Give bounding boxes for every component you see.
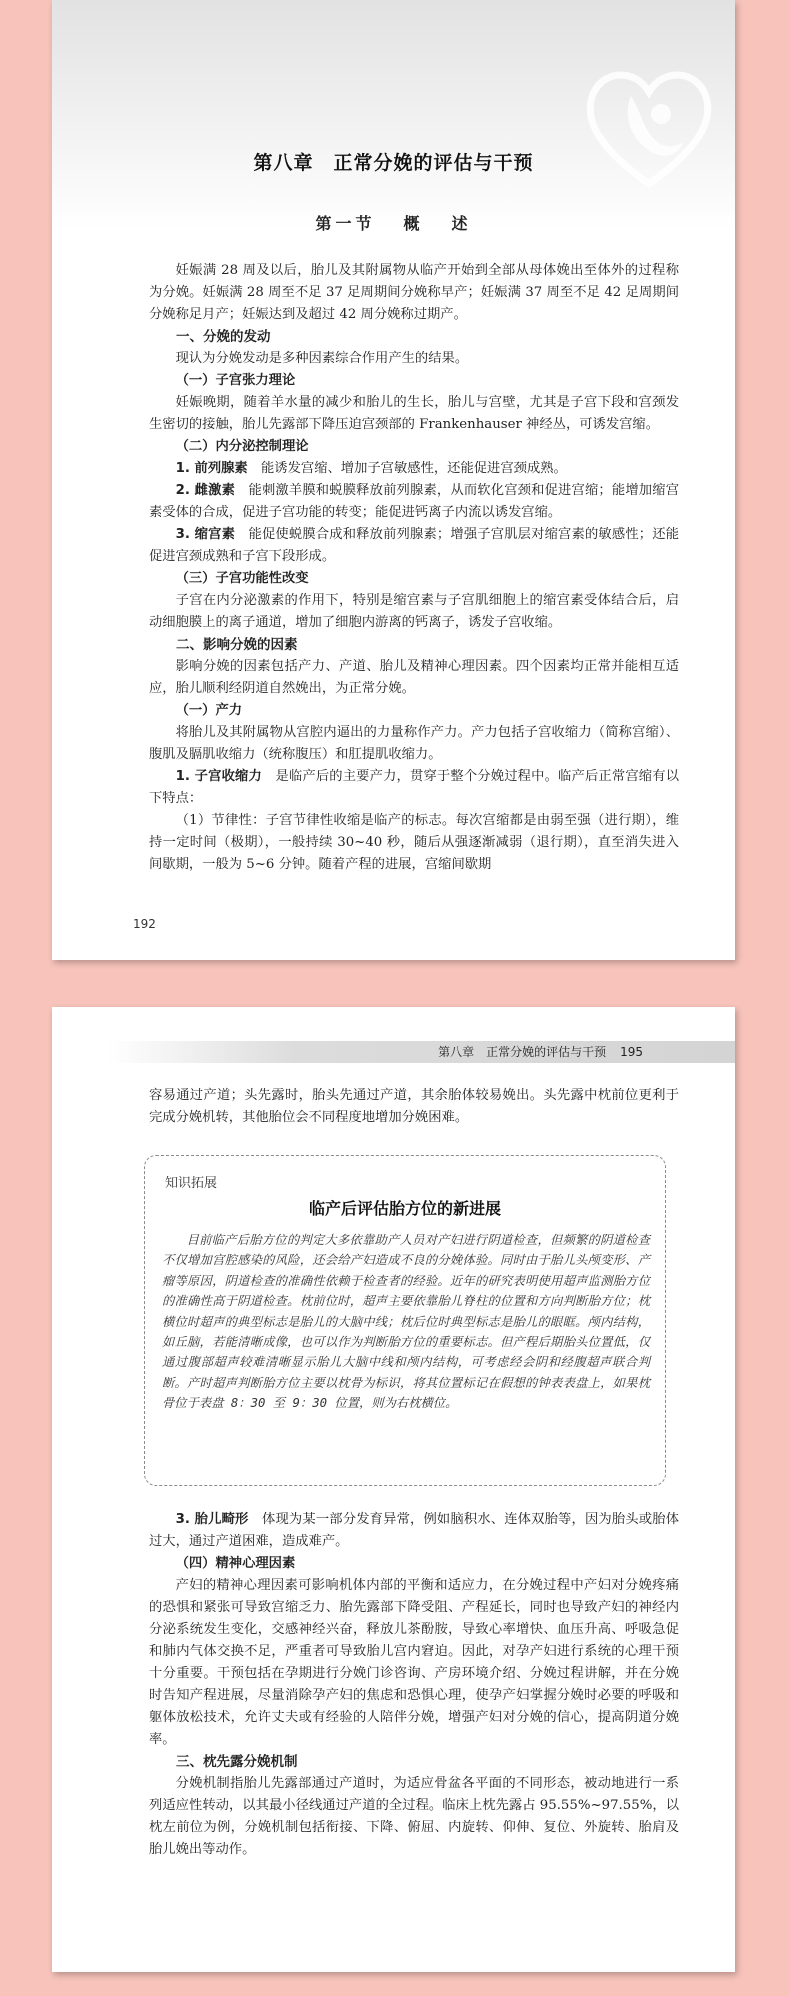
running-header-chapter: 第八章 正常分娩的评估与干预 [438,1045,607,1059]
chapter-title: 第八章 正常分娩的评估与干预 [253,152,534,174]
oxytocin-paragraph [149,524,679,568]
heading-function-text: （三）子宫功能性改变 [175,571,309,586]
term-uterine-contraction: 1. 子宫收缩力 [175,769,262,784]
tension-paragraph: 妊娠晚期，随着羊水量的减少和胎儿的生长，胎儿与宫壁，尤其是子宫下段和宫颈发生密切的接触，胎儿先露部下降压迫宫颈部的 Frankenhauser 神经丛，可诱发宫缩。 [149,395,679,432]
psych-paragraph: 产妇的精神心理因素可影响机体内部的平衡和适应力，在分娩过程中产妇对分娩疼痛的恐惧和紧张可导致宫缩乏力、胎先露部下降受阻、产程延长，同时也导致产妇的神经内分泌系统发生变化，交感神经兴奋，释放儿茶酚胺，导致心率增快、血压升高、呼吸急促和肺内气体交换不足，严重者可导致胎儿宫内窘迫。因此，对孕产妇进行系统的心理干预十分重要。干预包括在孕期进行分娩门诊咨询、产房环境介绍、分娩过程讲解，并在分娩时告知产程进展，尽量消除孕产妇的焦虑和恐惧心理，使孕产妇掌握分娩时必要的呼吸和躯体放松技术，允许丈夫或有经验的人陪伴分娩，增强产妇对分娩的信心，提高阴道分娩率。 [149,1578,679,1747]
term-fetal-abnormality: 3. 胎儿畸形 [175,1512,249,1527]
force-paragraph: 将胎儿及其附属物从宫腔内逼出的力量称作产力。产力包括子宫收缩力（简称宫缩）、腹肌及膈肌收缩力（统称腹压）和肛提肌收缩力。 [149,725,679,762]
prostaglandin-paragraph [149,458,679,480]
uterine-contraction-paragraph [149,766,679,810]
box-title: 临产后评估胎方位的新进展 [308,1199,501,1218]
heading-psych-text: （四）精神心理因素 [175,1556,296,1571]
heading-psych [149,1553,679,1575]
heart-mother-logo-icon [579,56,719,196]
estrogen-text: 能刺激羊膜和蜕膜释放前列腺素，从而软化宫颈和促进宫缩；能增加缩宫素受体的合成，促进子宫功能的转变；能促进钙离子内流以诱发宫缩。 [149,483,679,520]
term-oxytocin: 3. 缩宫素 [175,527,236,542]
book-page-192 [52,0,735,960]
factors-paragraph: 影响分娩的因素包括产力、产道、胎儿及精神心理因素。四个因素均正常并能相互适应，胎儿顺利经阴道自然娩出，为正常分娩。 [149,659,679,696]
page-number: 192 [133,917,156,931]
knowledge-extension-box [144,1155,666,1486]
heading-mechanism: 三、枕先露分娩机制 [176,1754,298,1770]
mechanism-paragraph: 分娩机制指胎儿先露部通过产道时，为适应骨盆各平面的不同形态，被动地进行一系列适应性转动，以其最小径线通过产道的全过程。临床上枕先露占 95.55%~97.55%，以枕左前位为例，分娩机制包括衔接、下降、俯屈、内旋转、仰伸、复位、外旋转、胎肩及胎儿娩出等动作。 [149,1776,679,1857]
page-195-top-body [149,1085,679,1129]
heading-tension-text: （一）子宫张力理论 [175,373,296,388]
rhythm-paragraph: （1）节律性：子宫节律性收缩是临产的标志。每次宫缩都是由弱至强（进行期），维持一定时间（极期），一般持续 30~40 秒，随后从强逐渐减弱（退行期），直至消失进入间歇期，一般为 5~6 分钟。随着产程的进展，宫缩间歇期 [149,813,679,872]
prostaglandin-text: 能诱发宫缩、增加子宫敏感性，还能促进宫颈成熟。 [261,461,567,476]
box-label: 知识拓展 [165,1176,218,1191]
page-195-body [149,1509,679,1861]
book-page-195 [52,1007,735,1972]
fetal-abnormality-text: 体现为某一部分发育异常，例如脑积水、连体双胎等，因为胎头或胎体过大，通过产道困难，造成难产。 [149,1512,680,1549]
heading-function [149,568,679,590]
heading-factors: 二、影响分娩的因素 [176,637,298,653]
fetal-abnormality-paragraph [149,1509,679,1553]
term-prostaglandin: 1. 前列腺素 [175,461,248,476]
section-title [52,211,735,234]
section-title-word-1: 概 [403,214,424,233]
heading-force-text: （一）产力 [175,703,243,718]
heading-endocrine-text: （二）内分泌控制理论 [175,439,309,454]
function-paragraph: 子宫在内分泌激素的作用下，特别是缩宫素与子宫肌细胞上的缩宫素受体结合后，启动细胞膜上的离子通道，增加了细胞内游离的钙离子，诱发子宫收缩。 [149,593,679,630]
heading-tension [149,370,679,392]
heading-force [149,700,679,722]
section-title-number: 第一节 [315,214,376,233]
intro-paragraph: 妊娠满 28 周及以后，胎儿及其附属物从临产开始到全部从母体娩出至体外的过程称为分娩。妊娠满 28 周至不足 37 足周期间分娩称早产；妊娠满 37 周至不足 42 足周期间分娩称足月产；妊娠达到及超过 42 周分娩称过期产。 [149,263,679,322]
box-text: 目前临产后胎方位的判定大多依靠助产人员对产妇进行阴道检查，但频繁的阴道检查不仅增加宫腔感染的风险，还会给产妇造成不良的分娩体验。同时由于胎儿头颅变形、产瘤等原因，阴道检查的准确性依赖于检查者的经验。近年的研究表明使用超声监测胎方位的准确性高于阴道检查。枕前位时，超声主要依靠胎儿脊柱的位置和方向判断胎方位；枕横位时超声的典型标志是胎儿的大脑中线；枕后位时典型标志是胎儿的眼眶。颅内结构，如丘脑，若能清晰成像，也可以作为判断胎方位的重要标志。但产程后期胎头位置低，仅通过腹部超声较难清晰显示胎儿大脑中线和颅内结构，可考虑经会阴和经腹超声联合判断。产时超声判断胎方位主要以枕骨为标识，将其位置标记在假想的钟表表盘上，如果枕骨位于表盘 8：30 至 9：30 位置，则为右枕横位。 [162,1233,650,1411]
section-title-word-2: 述 [451,214,472,233]
heading-endocrine [149,436,679,458]
uterine-contraction-text: 是临产后的主要产力，贯穿于整个分娩过程中。临产后正常宫缩有以下特点： [149,769,680,806]
running-header [108,1041,735,1063]
onset-paragraph: 现认为分娩发动是多种因素综合作用产生的结果。 [175,351,469,366]
continued-paragraph: 容易通过产道；头先露时，胎头先通过产道，其余胎体较易娩出。头先露中枕前位更利于完成分娩机转，其他胎位会不同程度地增加分娩困难。 [149,1088,679,1125]
term-estrogen: 2. 雌激素 [175,483,236,498]
page-192-body [149,260,679,876]
oxytocin-text: 能促使蜕膜合成和释放前列腺素；增强子宫肌层对缩宫素的敏感性；还能促进宫颈成熟和子宫下段形成。 [149,527,679,564]
heading-onset: 一、分娩的发动 [176,329,271,345]
running-header-page-number: 195 [620,1045,643,1059]
estrogen-paragraph [149,480,679,524]
